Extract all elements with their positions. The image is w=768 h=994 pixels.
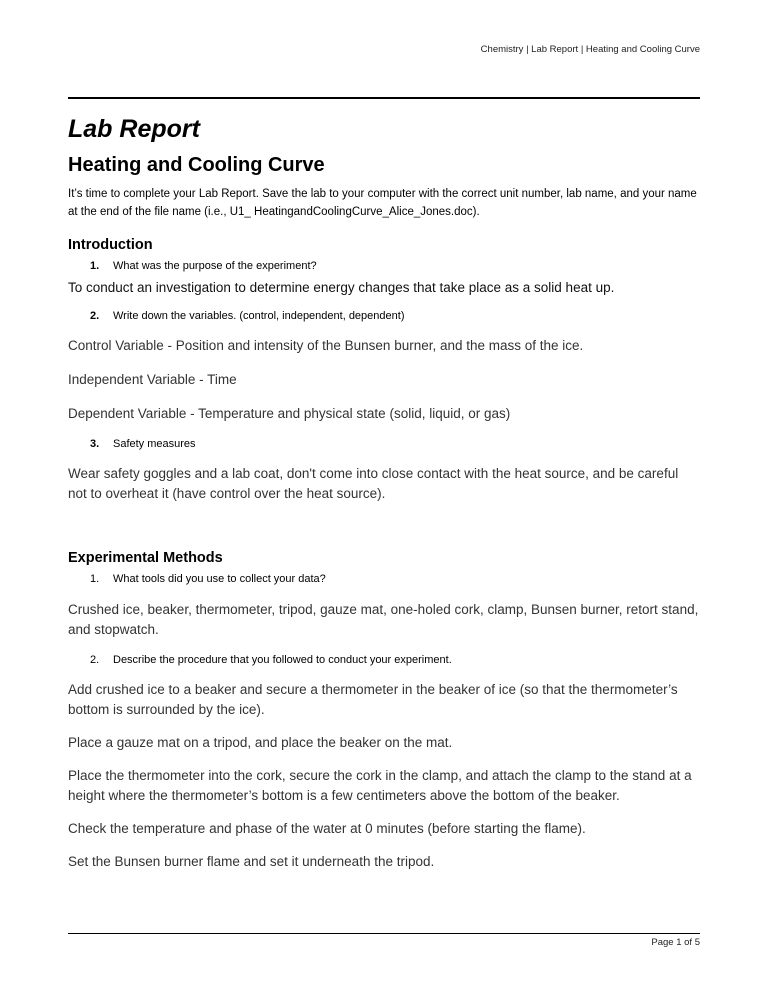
procedure-step: Place the thermometer into the cork, secure the cork in the clamp, and attach the clamp to the stand at a height where the thermometer’s bottom is a few centimeters above the bottom of the beaker. [68,768,692,803]
doc-subtitle: Heating and Cooling Curve [68,154,325,176]
intro-question-1 [68,258,700,274]
safety-answer: Wear safety goggles and a lab coat, don't come into close contact with the heat source, and be careful not to overheat it (have control over the heat source). [68,466,679,501]
document-body [68,112,700,872]
question-number: 2. [90,310,100,322]
page-number: Page 1 of 5 [651,937,700,948]
question-number: 2. [90,654,100,666]
procedure-step: Add crushed ice to a beaker and secure a thermometer in the beaker of ice (so that the thermometer’s bottom is surrounded by the ice). [68,682,678,717]
independent-variable: Independent Variable - Time [68,372,237,387]
question-number: 1. [90,260,100,272]
methods-question-2 [68,652,700,668]
procedure-step: Check the temperature and phase of the water at 0 minutes (before starting the flame). [68,821,586,836]
intro-answer-1: To conduct an investigation to determine energy changes that take place as a solid heat up. [68,280,615,295]
running-header: Chemistry | Lab Report | Heating and Cooling Curve [480,44,700,55]
tools-answer: Crushed ice, beaker, thermometer, tripod, gauze mat, one-holed cork, clamp, Bunsen burner, retort stand, and stopwatch. [68,602,699,637]
intro-paragraph: It’s time to complete your Lab Report. Save the lab to your computer with the correct unit number, lab name, and your name at the end of the file name (i.e., U1_ HeatingandCoolingCurve_Alice_Jones.doc). [68,188,697,218]
question-text: What was the purpose of the experiment? [113,260,317,272]
doc-title: Lab Report [68,115,200,143]
dependent-variable: Dependent Variable - Temperature and physical state (solid, liquid, or gas) [68,406,511,421]
question-text: What tools did you use to collect your data? [113,573,326,585]
procedure-step: Set the Bunsen burner flame and set it underneath the tripod. [68,854,435,869]
methods-heading: Experimental Methods [68,550,223,566]
intro-question-2 [68,308,700,324]
control-variable: Control Variable - Position and intensity of the Bunsen burner, and the mass of the ice. [68,338,584,353]
introduction-heading: Introduction [68,237,153,253]
footer-divider [68,933,700,934]
header-divider [68,97,700,99]
methods-question-1 [68,571,700,587]
question-number: 1. [90,573,100,585]
intro-question-3 [68,436,700,452]
question-text: Write down the variables. (control, independent, dependent) [113,310,405,322]
question-number: 3. [90,438,100,450]
procedure-step: Place a gauze mat on a tripod, and place the beaker on the mat. [68,735,453,750]
question-text: Safety measures [113,438,196,450]
question-text: Describe the procedure that you followed to conduct your experiment. [113,654,452,666]
